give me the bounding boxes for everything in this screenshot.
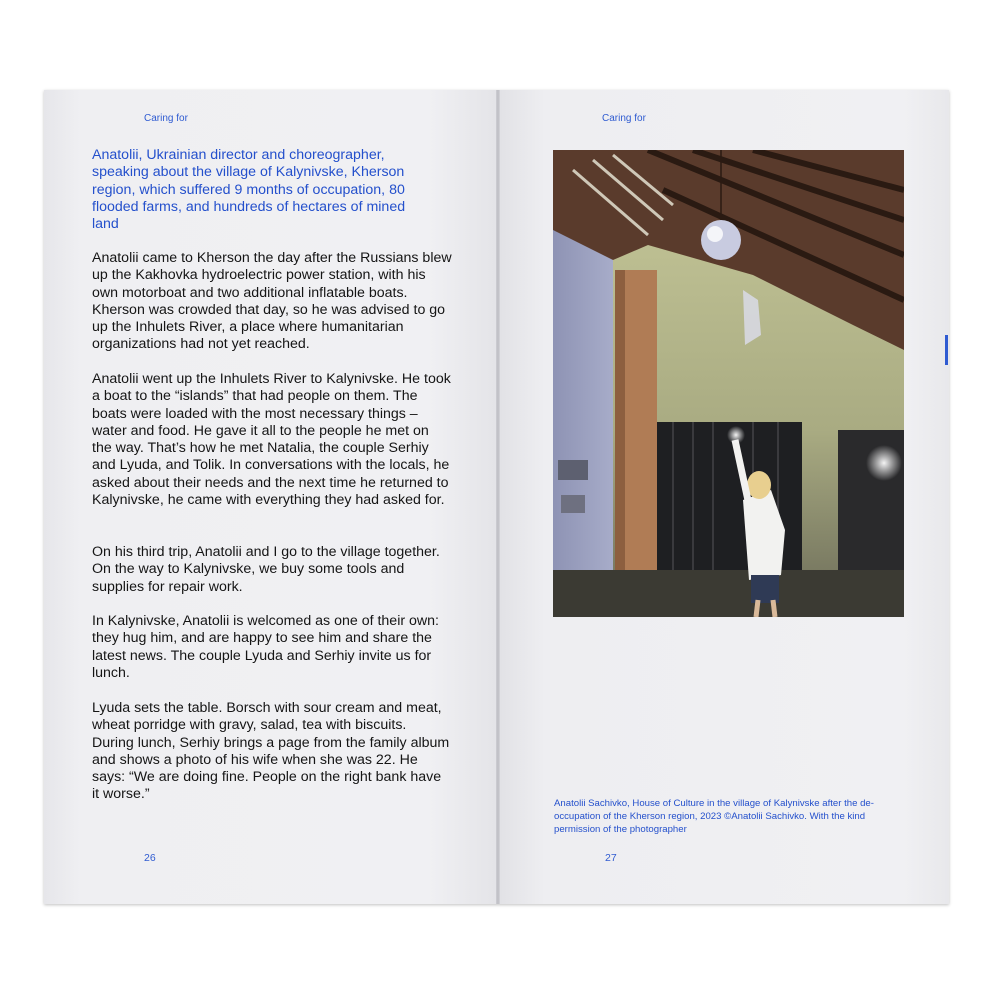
paragraph-4: In Kalynivske, Anatolii is welcomed as one of their own: they hug him, and are happy to see him and share the latest news. The couple Lyuda and Serhiy invite us for lunch. [92,613,439,681]
paragraph-3: On his third trip, Anatolii and I go to the village together. On the way to Kalynivske, we buy some tools and supplies for repair work. [92,544,440,595]
page-headline: Anatolii, Ukrainian director and choreographer, speaking about the village of Kalynivske, Kherson region, which suffered 9 months of occupation, 80 flooded farms, and hundreds of hectares of mined land [92,147,406,233]
running-head-left: Caring for [144,113,188,124]
page-edge-marker [945,335,948,365]
left-page [44,90,496,904]
page-number-right: 27 [605,852,617,864]
photo-illustration [553,150,904,617]
paragraph-5: Lyuda sets the table. Borsch with sour cream and meat, wheat porridge with gravy, salad, tea with biscuits. During lunch, Serhiy brings a page from the family album and shows a photo of his wife when she was 22. He says: “We are doing fine. People on the right bank have it worse.” [92,700,450,803]
book-spread [44,90,949,904]
photo-house-of-culture [553,150,904,617]
photo-caption: Anatolii Sachivko, House of Culture in the village of Kalynivske after the de-occupation of the Kherson region, 2023 ©Anatolii Sachivko. With the kind permission of the photographer [554,798,874,835]
paragraph-1: Anatolii came to Kherson the day after the Russians blew up the Kakhovka hydroelectric power station, with his own motorboat and two additional inflatable boats. Kherson was crowded that day, so he was advised to go up the Inhulets River, a place where humanitarian organizations had not yet reached. [92,250,452,353]
page-number-left: 26 [144,852,156,864]
right-page [500,90,949,904]
paragraph-2: Anatolii went up the Inhulets River to Kalynivske. He took a boat to the “islands” that had people on them. The boats were loaded with the most necessary things – water and food. He gave it all to the people he met on the way. That’s how he met Natalia, the couple Serhiy and Lyuda, and Tolik. In conversations with the locals, he asked about their needs and the next time he returned to Kalynivske, he came with everything they had asked for. [92,371,451,509]
running-head-right: Caring for [602,113,646,124]
